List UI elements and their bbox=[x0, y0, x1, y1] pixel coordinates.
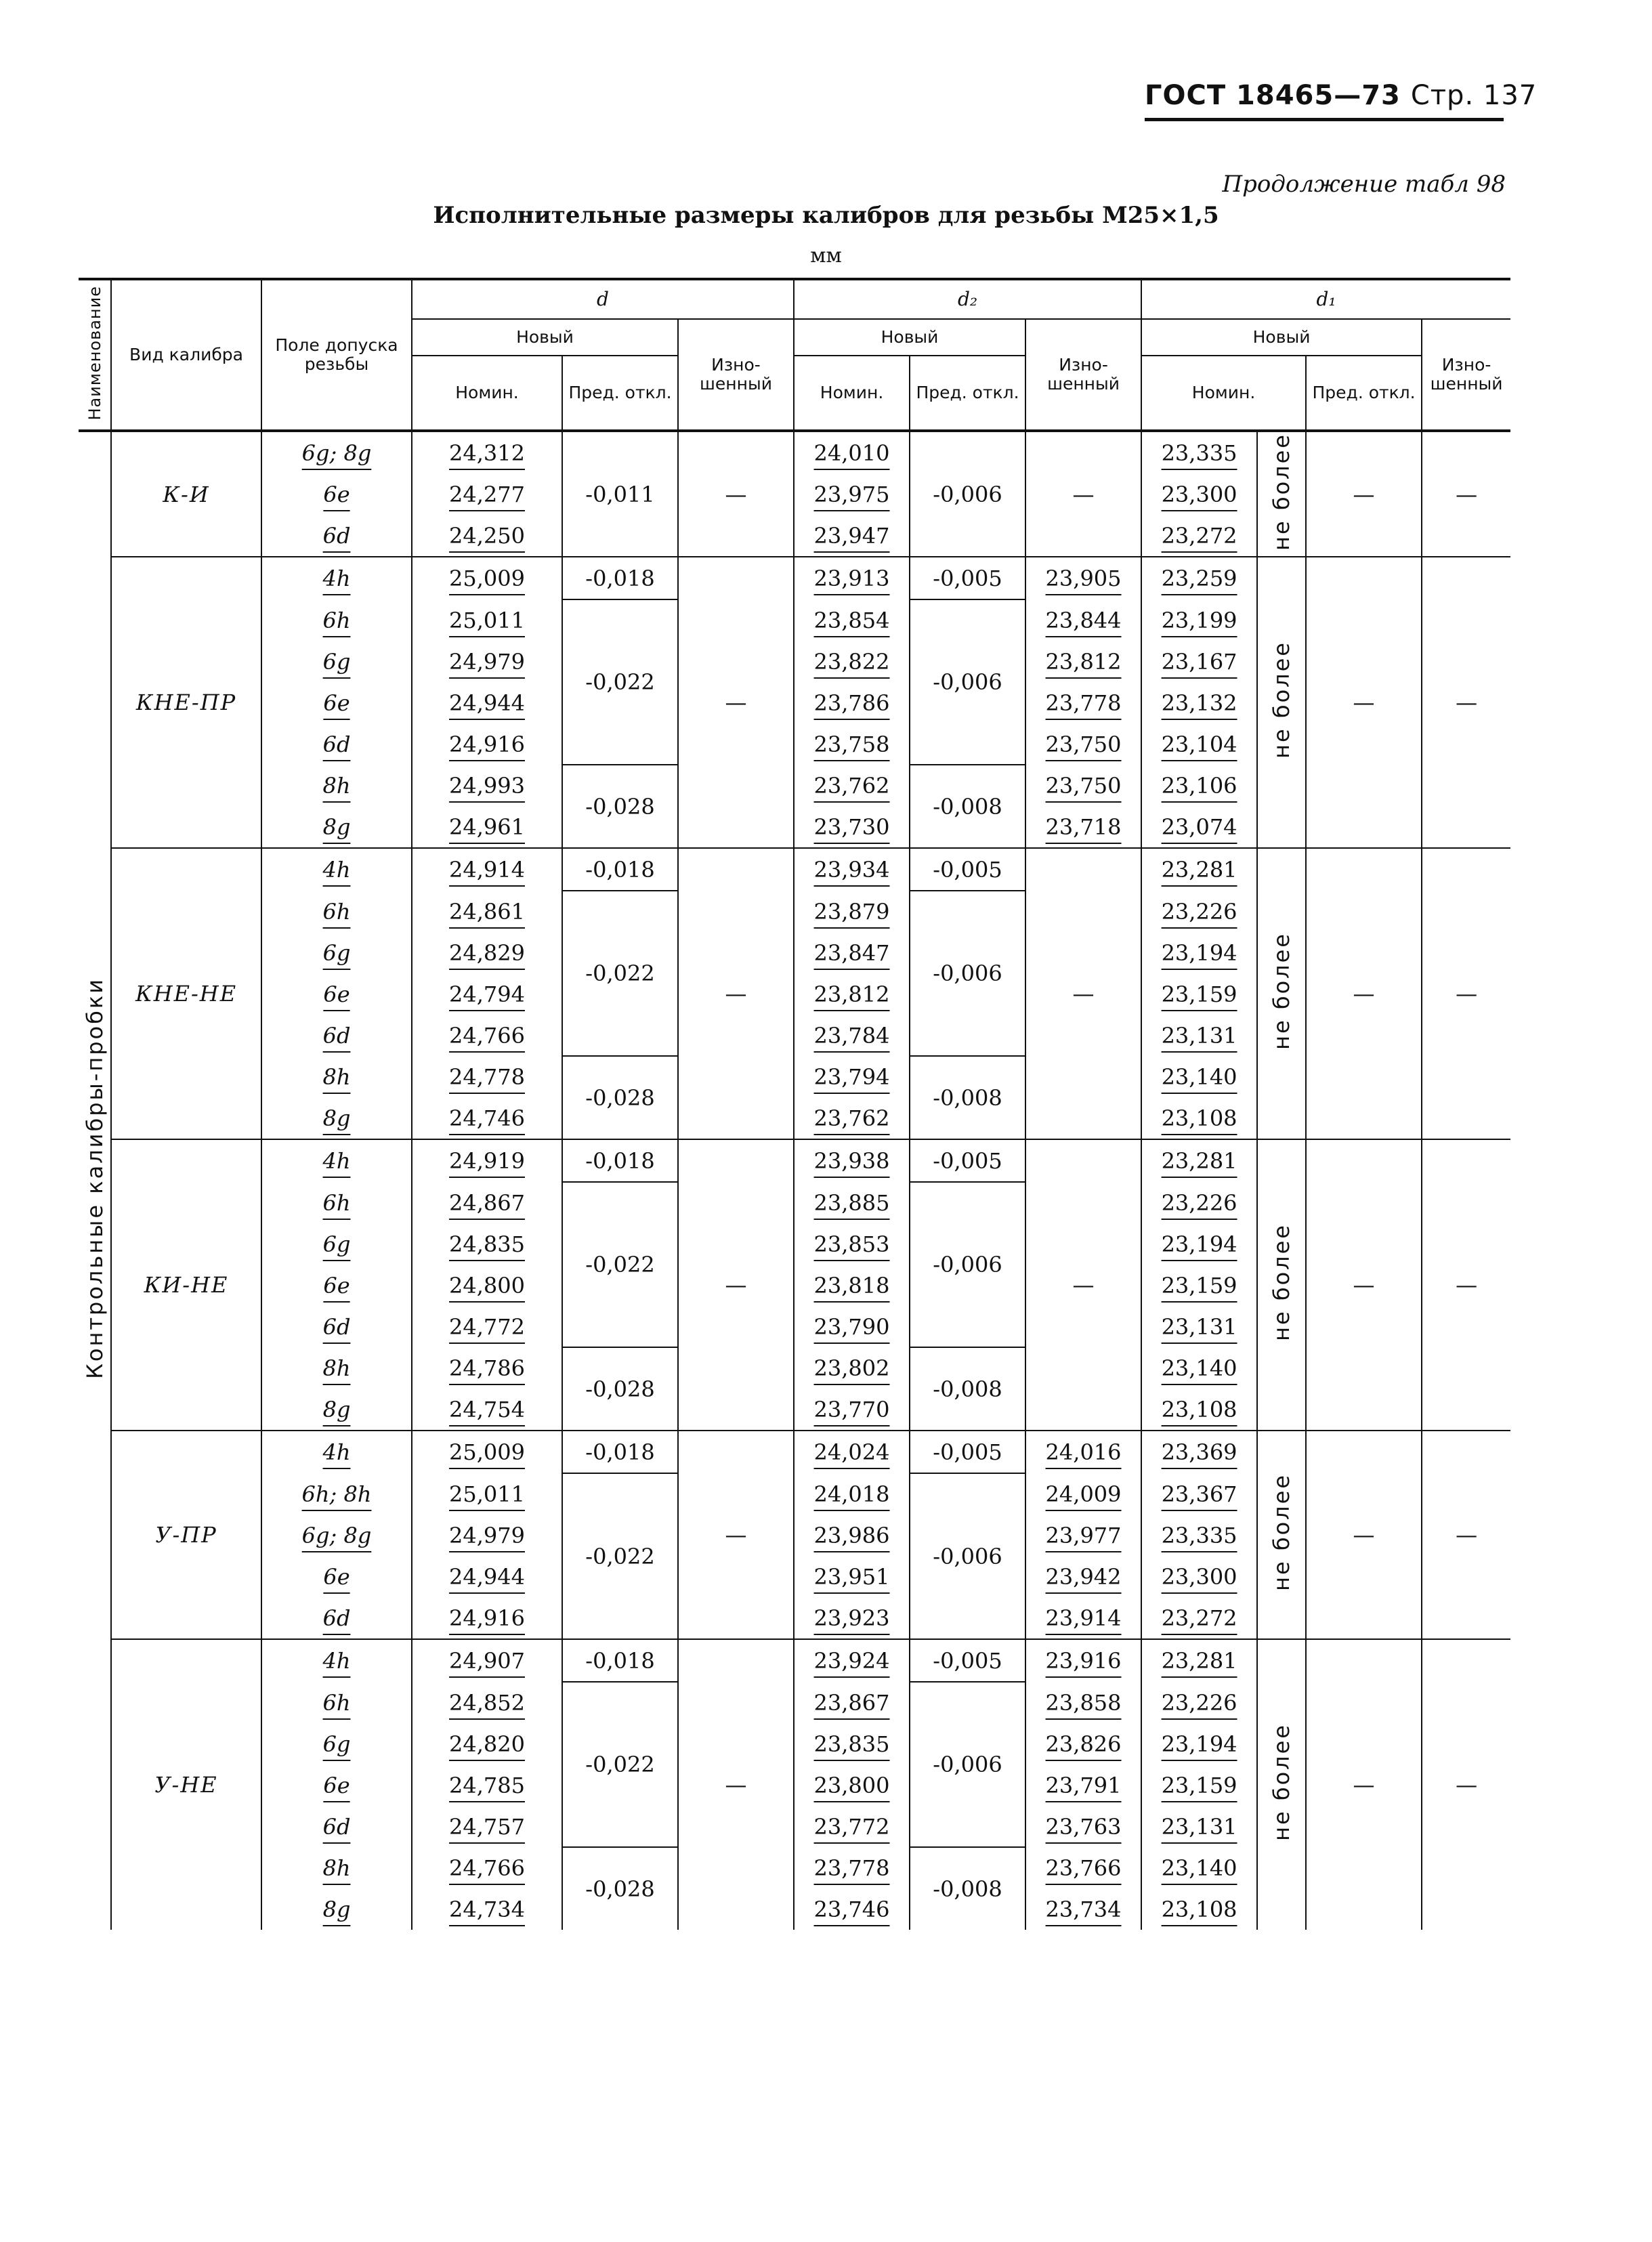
d1-limit-note: не более bbox=[1269, 1223, 1295, 1341]
d-nominal: 24,734 bbox=[412, 1888, 562, 1930]
gauge-kind: КНЕ-НЕ bbox=[111, 848, 261, 1139]
d2-nominal: 23,800 bbox=[794, 1764, 910, 1806]
d2-nominal: 23,790 bbox=[794, 1306, 910, 1347]
table-units: мм bbox=[810, 244, 842, 268]
d2-worn: 23,718 bbox=[1025, 806, 1141, 848]
d2-nominal: 23,770 bbox=[794, 1389, 910, 1431]
d1-nominal: 23,300 bbox=[1161, 481, 1237, 507]
d-nominal: 24,944 bbox=[412, 682, 562, 723]
d2-nominal: 23,853 bbox=[794, 1223, 910, 1265]
d2-worn: 23,763 bbox=[1025, 1806, 1141, 1847]
d-deviation: -0,018 bbox=[562, 1431, 678, 1473]
tolerance-field: 6g; 8g bbox=[261, 431, 412, 473]
d2-worn: 23,844 bbox=[1025, 599, 1141, 641]
gauge-kind: КНЕ-ПР bbox=[111, 557, 261, 848]
d1-deviation: — bbox=[1306, 557, 1422, 848]
tolerance-field: 6h bbox=[261, 599, 412, 641]
d1-nominal: 23,199 bbox=[1161, 607, 1237, 633]
d2-deviation: -0,005 bbox=[910, 1139, 1025, 1182]
d2-nominal: 23,746 bbox=[794, 1888, 910, 1930]
header-d2-worn: Изно-шенный bbox=[1025, 319, 1141, 431]
d-nominal: 25,009 bbox=[412, 557, 562, 599]
d-nominal: 25,011 bbox=[412, 1473, 562, 1515]
d2-nominal: 23,758 bbox=[794, 723, 910, 765]
tolerance-field: 4h bbox=[261, 848, 412, 891]
d-nominal: 24,746 bbox=[412, 1097, 562, 1139]
d2-worn: 23,812 bbox=[1025, 641, 1141, 682]
d2-worn: 23,905 bbox=[1025, 557, 1141, 599]
d-nominal: 25,011 bbox=[412, 599, 562, 641]
d1-nominal: 23,108 bbox=[1161, 1105, 1237, 1131]
d-nominal: 24,766 bbox=[412, 1847, 562, 1888]
d2-nominal: 23,812 bbox=[794, 973, 910, 1015]
d-nominal: 24,916 bbox=[412, 723, 562, 765]
d2-nominal: 23,762 bbox=[794, 765, 910, 806]
d-nominal: 24,835 bbox=[412, 1223, 562, 1265]
tolerance-field: 6e bbox=[261, 473, 412, 515]
tolerance-field: 6g bbox=[261, 1223, 412, 1265]
d1-nominal: 23,281 bbox=[1161, 857, 1237, 883]
d2-nominal: 23,786 bbox=[794, 682, 910, 723]
page-number: Стр. 137 bbox=[1410, 80, 1538, 111]
d2-worn: 23,914 bbox=[1025, 1597, 1141, 1639]
d2-nominal: 23,934 bbox=[794, 848, 910, 891]
d2-deviation: -0,005 bbox=[910, 1639, 1025, 1682]
d-deviation: -0,028 bbox=[562, 1056, 678, 1139]
d1-limit-note-cell bbox=[1257, 1431, 1306, 1639]
d2-nominal: 24,024 bbox=[794, 1431, 910, 1473]
d2-worn: 24,009 bbox=[1025, 1473, 1141, 1515]
d1-deviation: — bbox=[1306, 1139, 1422, 1431]
d2-nominal: 23,818 bbox=[794, 1265, 910, 1306]
d-deviation: -0,011 bbox=[562, 431, 678, 557]
d-nominal: 24,914 bbox=[412, 848, 562, 891]
d2-deviation: -0,006 bbox=[910, 1182, 1025, 1347]
d-deviation: -0,028 bbox=[562, 765, 678, 848]
d2-nominal: 23,986 bbox=[794, 1515, 910, 1556]
d1-limit-note-cell bbox=[1257, 1139, 1306, 1431]
d2-worn: — bbox=[1025, 1139, 1141, 1431]
d-worn: — bbox=[678, 557, 794, 848]
d1-limit-note-cell bbox=[1257, 431, 1306, 557]
d2-nominal: 23,784 bbox=[794, 1015, 910, 1056]
d2-nominal: 23,923 bbox=[794, 1597, 910, 1639]
d1-nominal: 23,140 bbox=[1161, 1063, 1237, 1090]
d-nominal: 24,944 bbox=[412, 1556, 562, 1597]
header-d: d bbox=[412, 279, 794, 319]
d-nominal: 24,786 bbox=[412, 1347, 562, 1389]
d-nominal: 24,961 bbox=[412, 806, 562, 848]
d1-nominal: 23,159 bbox=[1161, 1272, 1237, 1298]
d2-nominal: 24,010 bbox=[794, 431, 910, 473]
d-nominal: 24,757 bbox=[412, 1806, 562, 1847]
tolerance-field: 6h bbox=[261, 1682, 412, 1723]
d1-nominal: 23,369 bbox=[1161, 1439, 1237, 1465]
tolerance-field: 4h bbox=[261, 1139, 412, 1182]
header-name: Наименование bbox=[85, 285, 104, 421]
table-row bbox=[79, 848, 1510, 891]
d1-nominal: 23,074 bbox=[1161, 813, 1237, 840]
d1-nominal: 23,132 bbox=[1161, 690, 1237, 716]
d1-worn: — bbox=[1456, 1272, 1478, 1298]
tolerance-field: 6g bbox=[261, 1723, 412, 1764]
d2-nominal: 23,938 bbox=[794, 1139, 910, 1182]
d2-worn: 23,750 bbox=[1025, 765, 1141, 806]
d2-deviation: -0,006 bbox=[910, 891, 1025, 1056]
d2-deviation: -0,006 bbox=[910, 599, 1025, 765]
header-d1-worn: Изно-шенный bbox=[1430, 355, 1503, 394]
tolerance-field: 6h bbox=[261, 891, 412, 932]
d1-limit-note-cell bbox=[1257, 557, 1306, 848]
d-nominal: 24,993 bbox=[412, 765, 562, 806]
header-d1: d₁ bbox=[1141, 279, 1510, 319]
tolerance-field: 4h bbox=[261, 1431, 412, 1473]
tolerance-field: 8g bbox=[261, 806, 412, 848]
header-field: Поле допуска резьбы bbox=[261, 279, 412, 431]
d-worn: — bbox=[678, 1139, 794, 1431]
tolerance-field: 6e bbox=[261, 1556, 412, 1597]
d2-nominal: 24,018 bbox=[794, 1473, 910, 1515]
d2-nominal: 23,730 bbox=[794, 806, 910, 848]
d-deviation: -0,022 bbox=[562, 1473, 678, 1639]
d2-worn: 23,977 bbox=[1025, 1515, 1141, 1556]
d1-nominal: 23,272 bbox=[1161, 1605, 1237, 1631]
header-d1-dev: Пред. откл. bbox=[1306, 356, 1422, 431]
d-deviation: -0,018 bbox=[562, 557, 678, 599]
d1-nominal: 23,140 bbox=[1161, 1355, 1237, 1381]
d2-nominal: 23,802 bbox=[794, 1347, 910, 1389]
tolerance-field: 4h bbox=[261, 557, 412, 599]
d1-nominal: 23,272 bbox=[1161, 522, 1237, 549]
d2-deviation: -0,006 bbox=[910, 1473, 1025, 1639]
d-nominal: 24,250 bbox=[412, 515, 562, 557]
d1-nominal: 23,194 bbox=[1161, 939, 1237, 966]
d2-worn: — bbox=[1025, 431, 1141, 557]
tolerance-field: 6d bbox=[261, 723, 412, 765]
d2-nominal: 23,951 bbox=[794, 1556, 910, 1597]
header-d-worn: Изно-шенный bbox=[678, 319, 794, 431]
tolerance-field: 8g bbox=[261, 1888, 412, 1930]
d1-nominal: 23,281 bbox=[1161, 1148, 1237, 1174]
d-nominal: 24,766 bbox=[412, 1015, 562, 1056]
d1-worn: — bbox=[1456, 481, 1478, 507]
d1-deviation: — bbox=[1306, 1639, 1422, 1930]
header-d-nom: Номин. bbox=[412, 356, 562, 431]
d2-worn: 23,750 bbox=[1025, 723, 1141, 765]
d-nominal: 24,919 bbox=[412, 1139, 562, 1182]
page-header bbox=[1145, 80, 1538, 121]
gauge-kind: У-НЕ bbox=[111, 1639, 261, 1930]
d2-worn: 24,016 bbox=[1025, 1431, 1141, 1473]
header-d2: d₂ bbox=[794, 279, 1141, 319]
d-worn: — bbox=[678, 848, 794, 1139]
d-nominal: 24,778 bbox=[412, 1056, 562, 1097]
tolerance-field: 8h bbox=[261, 765, 412, 806]
d-deviation: -0,022 bbox=[562, 1182, 678, 1347]
d1-nominal: 23,104 bbox=[1161, 731, 1237, 757]
d2-nominal: 23,879 bbox=[794, 891, 910, 932]
tolerance-field: 6d bbox=[261, 1015, 412, 1056]
d1-deviation: — bbox=[1306, 1431, 1422, 1639]
tolerance-field: 8g bbox=[261, 1097, 412, 1139]
table-row bbox=[79, 557, 1510, 599]
d-worn: — bbox=[678, 1431, 794, 1639]
d2-nominal: 23,885 bbox=[794, 1182, 910, 1223]
d-nominal: 24,312 bbox=[412, 431, 562, 473]
d-nominal: 24,829 bbox=[412, 932, 562, 973]
header-d2-dev: Пред. откл. bbox=[910, 356, 1025, 431]
tolerance-field: 6h bbox=[261, 1182, 412, 1223]
d2-deviation: -0,008 bbox=[910, 1847, 1025, 1930]
header-d-dev: Пред. откл. bbox=[562, 356, 678, 431]
tolerance-field: 6g bbox=[261, 641, 412, 682]
d-deviation: -0,022 bbox=[562, 1682, 678, 1847]
tolerance-field: 6d bbox=[261, 515, 412, 557]
tolerance-field: 8h bbox=[261, 1056, 412, 1097]
d1-nominal: 23,159 bbox=[1161, 981, 1237, 1007]
d1-nominal: 23,226 bbox=[1161, 1189, 1237, 1216]
d2-deviation: -0,006 bbox=[910, 1682, 1025, 1847]
header-d2-new: Новый bbox=[794, 319, 1025, 356]
table-row bbox=[79, 1431, 1510, 1473]
d2-worn: — bbox=[1025, 848, 1141, 1139]
d2-deviation: -0,005 bbox=[910, 1431, 1025, 1473]
d1-limit-note-cell bbox=[1257, 1639, 1306, 1930]
d1-nominal: 23,281 bbox=[1161, 1648, 1237, 1674]
tolerance-field: 6e bbox=[261, 973, 412, 1015]
tolerance-field: 6h; 8h bbox=[261, 1473, 412, 1515]
d1-nominal: 23,131 bbox=[1161, 1813, 1237, 1840]
d1-nominal: 23,226 bbox=[1161, 898, 1237, 925]
d1-nominal: 23,194 bbox=[1161, 1731, 1237, 1757]
d1-nominal: 23,106 bbox=[1161, 772, 1237, 799]
d1-nominal: 23,259 bbox=[1161, 566, 1237, 591]
gauge-kind: К-И bbox=[111, 431, 261, 557]
d-nominal: 24,820 bbox=[412, 1723, 562, 1764]
d1-limit-note: не более bbox=[1269, 1473, 1295, 1591]
d2-nominal: 23,924 bbox=[794, 1639, 910, 1682]
tolerance-field: 6g bbox=[261, 932, 412, 973]
d1-limit-note: не более bbox=[1269, 432, 1295, 551]
d2-nominal: 23,975 bbox=[794, 473, 910, 515]
tolerance-field: 6e bbox=[261, 682, 412, 723]
table-row bbox=[79, 431, 1510, 473]
d2-worn: 23,734 bbox=[1025, 1888, 1141, 1930]
d-deviation: -0,022 bbox=[562, 891, 678, 1056]
d2-nominal: 23,835 bbox=[794, 1723, 910, 1764]
d2-worn: 23,766 bbox=[1025, 1847, 1141, 1888]
d-nominal: 24,916 bbox=[412, 1597, 562, 1639]
d-nominal: 24,861 bbox=[412, 891, 562, 932]
tolerance-field: 6e bbox=[261, 1764, 412, 1806]
d-nominal: 24,754 bbox=[412, 1389, 562, 1431]
d1-worn: — bbox=[1456, 1522, 1478, 1548]
table-body bbox=[79, 431, 1510, 1930]
d-nominal: 24,852 bbox=[412, 1682, 562, 1723]
d1-nominal: 23,131 bbox=[1161, 1313, 1237, 1340]
table-continuation-note: Продолжение табл 98 bbox=[1222, 171, 1506, 198]
d2-nominal: 23,854 bbox=[794, 599, 910, 641]
tolerance-field: 8h bbox=[261, 1347, 412, 1389]
d2-worn: 23,791 bbox=[1025, 1764, 1141, 1806]
d1-nominal: 23,108 bbox=[1161, 1396, 1237, 1422]
tolerance-field: 8h bbox=[261, 1847, 412, 1888]
d-nominal: 24,979 bbox=[412, 641, 562, 682]
d1-worn: — bbox=[1456, 981, 1478, 1007]
d1-limit-note: не более bbox=[1269, 641, 1295, 759]
header-d1-new: Новый bbox=[1141, 319, 1422, 356]
d2-nominal: 23,772 bbox=[794, 1806, 910, 1847]
d1-worn: — bbox=[1456, 690, 1478, 715]
d1-deviation: — bbox=[1306, 431, 1422, 557]
d2-nominal: 23,947 bbox=[794, 515, 910, 557]
tolerance-field: 8g bbox=[261, 1389, 412, 1431]
d2-deviation: -0,008 bbox=[910, 1056, 1025, 1139]
d-nominal: 24,907 bbox=[412, 1639, 562, 1682]
d-nominal: 25,009 bbox=[412, 1431, 562, 1473]
d-deviation: -0,018 bbox=[562, 848, 678, 891]
d-nominal: 24,867 bbox=[412, 1182, 562, 1223]
d1-nominal: 23,367 bbox=[1161, 1481, 1237, 1507]
d2-worn: 23,942 bbox=[1025, 1556, 1141, 1597]
tolerance-field: 6d bbox=[261, 1806, 412, 1847]
d1-nominal: 23,131 bbox=[1161, 1022, 1237, 1049]
d2-deviation: -0,005 bbox=[910, 848, 1025, 891]
d1-nominal: 23,167 bbox=[1161, 648, 1237, 675]
standard-number: ГОСТ 18465—73 bbox=[1145, 80, 1401, 111]
table-row bbox=[79, 1639, 1510, 1682]
header-kind: Вид калибра bbox=[111, 279, 261, 431]
d1-worn: — bbox=[1456, 1772, 1478, 1798]
d2-nominal: 23,794 bbox=[794, 1056, 910, 1097]
d2-deviation: -0,005 bbox=[910, 557, 1025, 599]
d1-limit-note: не более bbox=[1269, 1723, 1295, 1841]
d1-deviation: — bbox=[1306, 848, 1422, 1139]
d-nominal: 24,794 bbox=[412, 973, 562, 1015]
header-d1-nom: Номин. bbox=[1141, 356, 1306, 431]
tolerance-field: 6d bbox=[261, 1597, 412, 1639]
d-nominal: 24,785 bbox=[412, 1764, 562, 1806]
d1-nominal: 23,108 bbox=[1161, 1896, 1237, 1922]
d2-deviation: -0,008 bbox=[910, 1347, 1025, 1431]
gauge-kind: У-ПР bbox=[111, 1431, 261, 1639]
d2-worn: 23,826 bbox=[1025, 1723, 1141, 1764]
d2-worn: 23,916 bbox=[1025, 1639, 1141, 1682]
d-deviation: -0,018 bbox=[562, 1639, 678, 1682]
d2-nominal: 23,762 bbox=[794, 1097, 910, 1139]
gauge-size-table bbox=[79, 278, 1510, 1930]
d-nominal: 24,979 bbox=[412, 1515, 562, 1556]
tolerance-field: 6g; 8g bbox=[261, 1515, 412, 1556]
d2-worn: 23,858 bbox=[1025, 1682, 1141, 1723]
d1-nominal: 23,300 bbox=[1161, 1563, 1237, 1590]
d-worn: — bbox=[678, 431, 794, 557]
table-row bbox=[79, 1139, 1510, 1182]
d1-limit-note-cell bbox=[1257, 848, 1306, 1139]
group-label: Контрольные калибры-пробки bbox=[81, 977, 108, 1379]
d1-nominal: 23,140 bbox=[1161, 1855, 1237, 1881]
header-d-new: Новый bbox=[412, 319, 678, 356]
d-nominal: 24,277 bbox=[412, 473, 562, 515]
tolerance-field: 4h bbox=[261, 1639, 412, 1682]
d2-deviation: -0,008 bbox=[910, 765, 1025, 848]
d1-nominal: 23,194 bbox=[1161, 1231, 1237, 1257]
d-nominal: 24,772 bbox=[412, 1306, 562, 1347]
d2-deviation: -0,006 bbox=[910, 431, 1025, 557]
gauge-kind: КИ-НЕ bbox=[111, 1139, 261, 1431]
tolerance-field: 6d bbox=[261, 1306, 412, 1347]
d1-nominal: 23,159 bbox=[1161, 1772, 1237, 1798]
d2-nominal: 23,867 bbox=[794, 1682, 910, 1723]
d1-nominal: 23,335 bbox=[1161, 440, 1237, 466]
header-d2-nom: Номин. bbox=[794, 356, 910, 431]
tolerance-field: 6e bbox=[261, 1265, 412, 1306]
d-deviation: -0,028 bbox=[562, 1347, 678, 1431]
d2-nominal: 23,913 bbox=[794, 557, 910, 599]
d2-worn: 23,778 bbox=[1025, 682, 1141, 723]
d-nominal: 24,800 bbox=[412, 1265, 562, 1306]
group-label-cell bbox=[79, 431, 111, 1930]
d-worn: — bbox=[678, 1639, 794, 1930]
d-deviation: -0,022 bbox=[562, 599, 678, 765]
d-deviation: -0,018 bbox=[562, 1139, 678, 1182]
d2-nominal: 23,778 bbox=[794, 1847, 910, 1888]
d1-nominal: 23,226 bbox=[1161, 1689, 1237, 1716]
d-deviation: -0,028 bbox=[562, 1847, 678, 1930]
d2-nominal: 23,822 bbox=[794, 641, 910, 682]
d1-limit-note: не более bbox=[1269, 932, 1295, 1050]
d2-nominal: 23,847 bbox=[794, 932, 910, 973]
header-name-cell bbox=[79, 279, 111, 431]
d1-nominal: 23,335 bbox=[1161, 1522, 1237, 1548]
table-title: Исполнительные размеры калибров для резьбы M25×1,5 bbox=[433, 202, 1219, 229]
